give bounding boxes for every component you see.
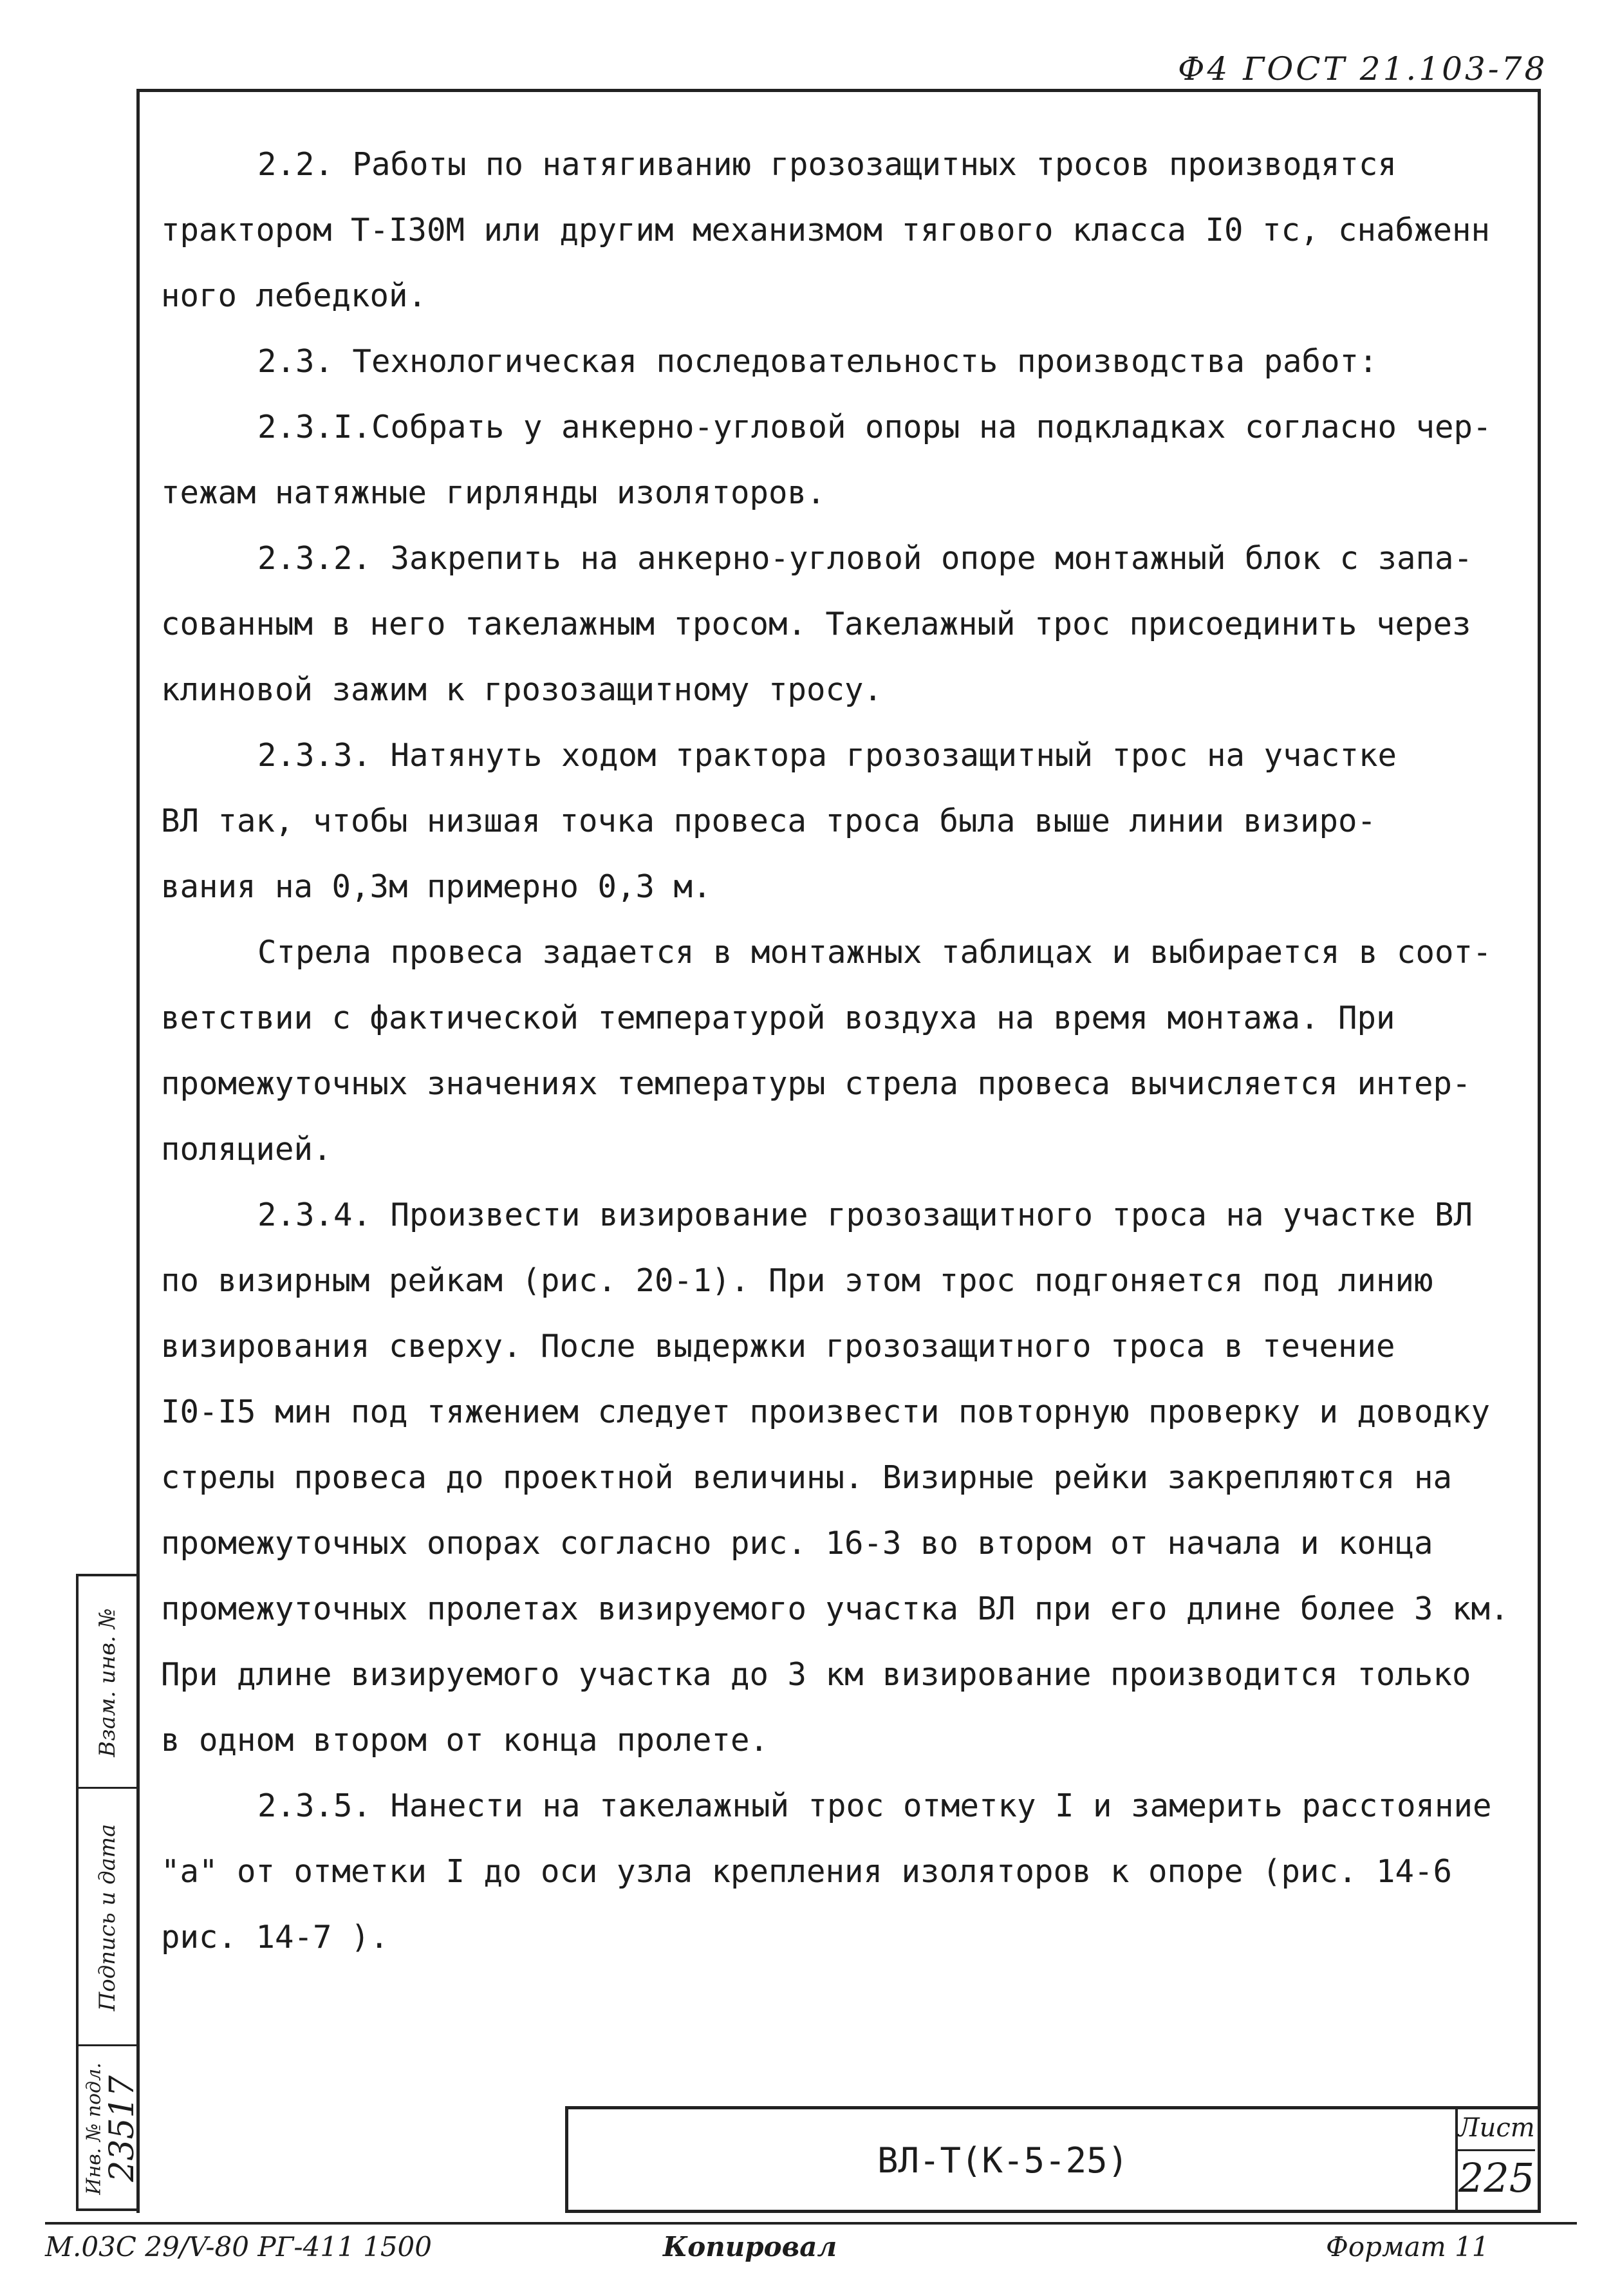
text-line: промежуточных пролетах визируемого участка ВЛ при его длине более 3 км. bbox=[161, 1591, 1509, 1627]
footer-format: Формат 11 bbox=[1326, 2231, 1489, 2263]
side-stamp-original-inv bbox=[79, 2046, 142, 2211]
title-block bbox=[565, 2106, 1541, 2213]
side-stamp-signature-label: Подпись и дата bbox=[95, 1824, 120, 2011]
text-line: трактором Т-I30М или другим механизмом тягового класса I0 тс, снабженн bbox=[161, 212, 1491, 248]
text-line: 2.3. Технологическая последовательность производства работ: bbox=[257, 343, 1378, 380]
text-line: ветствии с фактической температурой воздуха на время монтажа. При bbox=[161, 1000, 1395, 1036]
side-stamp bbox=[76, 1574, 142, 2211]
text-line: ного лебедкой. bbox=[161, 277, 427, 314]
text-line: стрелы провеса до проектной величины. Визирные рейки закрепляются на bbox=[161, 1459, 1453, 1496]
text-line: 2.3.4. Произвести визирование грозозащитного троса на участке ВЛ bbox=[257, 1197, 1473, 1233]
text-line: промежуточных значениях температуры стрела провеса вычисляется интер- bbox=[161, 1065, 1471, 1102]
header-code: Ф4 ГОСТ 21.103-78 bbox=[1178, 50, 1548, 88]
text-line: рис. 14-7 ). bbox=[161, 1919, 389, 1955]
body-text bbox=[161, 132, 1525, 1970]
footer-copied: Копировал bbox=[663, 2231, 837, 2263]
text-line: по визирным рейкам (рис. 20-1). При этом трос подгоняется под линию bbox=[161, 1262, 1433, 1299]
text-line: промежуточных опорах согласно рис. 16-3 во втором от начала и конца bbox=[161, 1525, 1433, 1562]
sheet-label: Лист bbox=[1458, 2113, 1535, 2151]
doc-code: ВЛ-Т(К-5-25) bbox=[877, 2140, 1129, 2181]
side-stamp-original-inv-label: Инв. № подл. bbox=[82, 2062, 106, 2195]
side-stamp-signature bbox=[79, 1789, 136, 2046]
text-line: в одном втором от конца пролете. bbox=[161, 1722, 769, 1759]
footer bbox=[45, 2222, 1577, 2263]
text-line: "а" от отметки I до оси узла крепления изоляторов к опоре (рис. 14-6 bbox=[161, 1853, 1453, 1890]
side-stamp-replaced-inv bbox=[79, 1576, 136, 1789]
text-line: поляцией. bbox=[161, 1131, 332, 1168]
text-line: При длине визируемого участка до 3 км визирование производится только bbox=[161, 1656, 1471, 1693]
text-line-corrected: вания на 0,3м примерно 0,3 м. bbox=[161, 868, 712, 905]
text-line: 2.2. Работы по натягиванию грозозащитных тросов производятся bbox=[257, 146, 1397, 183]
sheet-number: 225 bbox=[1458, 2154, 1535, 2201]
text-line: I0-I5 мин под тяжением следует произвести повторную проверку и доводку bbox=[161, 1394, 1491, 1430]
footer-inventory: М.03С 29/V-80 РГ-411 1500 bbox=[45, 2231, 433, 2263]
text-line: 2.3.5. Нанести на такелажный трос отметку I и замерить расстояние bbox=[257, 1787, 1492, 1824]
text-line: 2.3.I.Собрать у анкерно-угловой опоры на подкладках согласно чер- bbox=[257, 409, 1492, 445]
text-line: сованным в него такелажным тросом. Такелажный трос присоединить через bbox=[161, 606, 1471, 642]
text-line: клиновой зажим к грозозащитному тросу. bbox=[161, 671, 883, 708]
sheet-box bbox=[1455, 2109, 1538, 2210]
text-line: 2.3.2. Закрепить на анкерно-угловой опоре монтажный блок с запа- bbox=[257, 540, 1473, 577]
text-line: 2.3.3. Натянуть ходом трактора грозозащитный трос на участке bbox=[257, 737, 1397, 774]
side-stamp-replaced-inv-label: Взам. инв. № bbox=[95, 1608, 120, 1757]
text-line-corrected: ВЛ так, чтобы низшая точка провеса троса была выше линии визиро- bbox=[161, 803, 1377, 839]
text-line: визирования сверху. После выдержки грозозащитного троса в течение bbox=[161, 1328, 1395, 1365]
side-stamp-inv-number: 23517 bbox=[103, 2075, 142, 2182]
text-line: тежам натяжные гирлянды изоляторов. bbox=[161, 474, 826, 511]
text-line: Стрела провеса задается в монтажных таблицах и выбирается в соот- bbox=[257, 934, 1492, 971]
